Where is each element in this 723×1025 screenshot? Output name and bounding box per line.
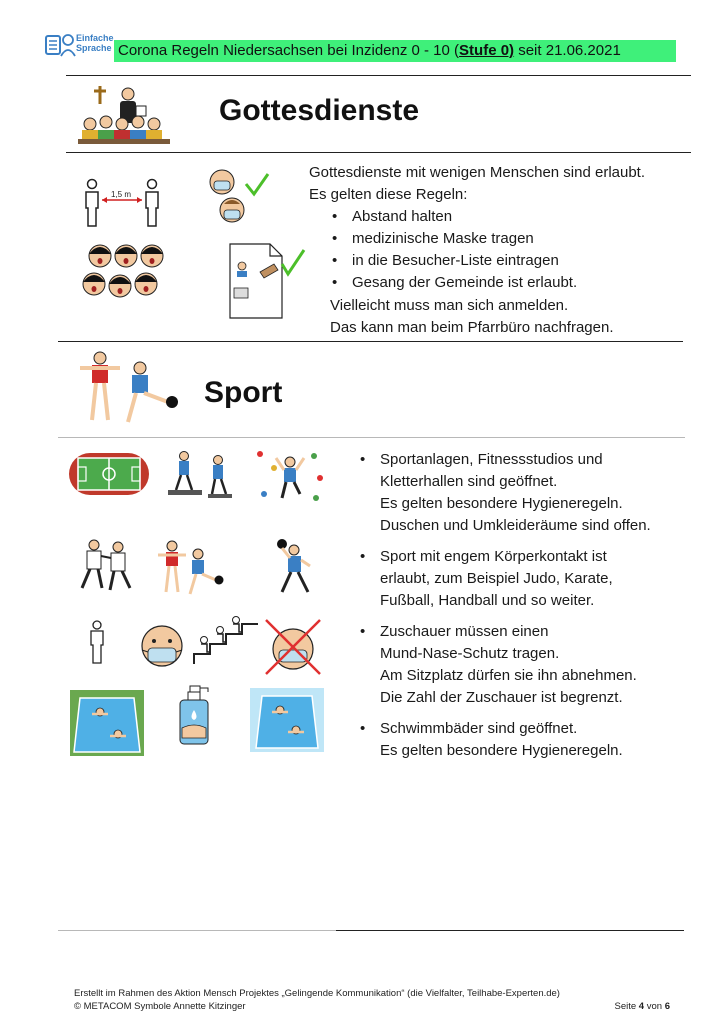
divider	[58, 437, 685, 438]
judo-icon	[76, 538, 136, 594]
title-suffix: seit 21.06.2021	[514, 42, 621, 59]
visitor-list-icon	[224, 242, 310, 320]
distance-label: 1,5 m	[111, 190, 132, 199]
climbing-hall-icon	[254, 448, 326, 504]
page-number	[560, 1000, 670, 1013]
list-item: • Sport mit engem Körperkontakt ist erlaubt, zum Beispiel Judo, Karate, Fußball, Handball und so weiter.	[356, 546, 706, 612]
handball-icon	[268, 536, 320, 598]
divider	[336, 930, 684, 931]
list-item: • Schwimmbäder sind geöffnet. Es gelten besondere Hygieneregeln.	[356, 718, 706, 762]
list-item: • Sportanlagen, Fitnessstudios und Kletterhallen sind geöffnet. Es gelten besondere Hygieneregeln. Duschen und Umkleideräume sind offen.	[356, 449, 706, 537]
page-current: 4	[638, 1001, 645, 1012]
section-heading-sport: Sport	[204, 376, 283, 409]
logo-line-1: Einfache	[76, 33, 114, 43]
divider	[66, 152, 691, 153]
page-mid: von	[644, 1001, 665, 1012]
sport-heading-icon	[78, 350, 180, 428]
section-heading-gottesdienste: Gottesdienste	[219, 94, 420, 127]
logo-text	[76, 33, 114, 53]
football-icon	[156, 540, 224, 596]
title-stage: Stufe 0)	[459, 42, 515, 59]
gottesdienste-text	[309, 162, 709, 206]
hand-sanitizer-icon	[176, 684, 212, 750]
logo-line-2: Sprache	[76, 43, 112, 53]
church-service-icon	[76, 84, 174, 146]
gottesdienste-outro-1: Vielleicht muss man sich anmelden.	[330, 297, 569, 314]
spectator-seats-icon	[192, 610, 260, 666]
list-item: • in die Besucher-Liste eintragen	[328, 250, 708, 272]
list-item: • Zuschauer müssen einen Mund-Nase-Schutz tragen. Am Sitzplatz dürfen sie ihn abnehmen. Die Zahl der Zuschauer ist begrenzt.	[356, 621, 706, 709]
footer-project-line: Erstellt im Rahmen des Aktion Mensch Projektes „Gelingende Kommunikation“ (die Vielfalter, Teilhabe-Experten.de)	[74, 988, 560, 999]
mask-icon	[206, 166, 272, 228]
page-prefix: Seite	[614, 1001, 639, 1012]
divider	[58, 930, 336, 931]
title-prefix: Corona Regeln Niedersachsen bei Inzidenz 0 - 10 (	[118, 42, 460, 59]
face-mask-icon	[136, 624, 192, 670]
gottesdienste-outro-2: Das kann man beim Pfarrbüro nachfragen.	[330, 319, 614, 336]
gottesdienste-outro	[330, 295, 710, 339]
spectator-person-icon	[82, 620, 112, 666]
sports-field-icon	[68, 452, 150, 496]
page-total: 6	[664, 1001, 670, 1012]
list-item: • Abstand halten	[328, 206, 708, 228]
page-title	[118, 42, 621, 60]
divider	[58, 341, 683, 342]
sport-rules-list	[356, 449, 706, 771]
list-item: • medizinische Maske tragen	[328, 228, 708, 250]
list-item: • Gesang der Gemeinde ist erlaubt.	[328, 272, 708, 294]
singing-group-icon	[80, 242, 172, 308]
no-mask-removal-icon	[262, 616, 324, 678]
gottesdienste-intro-2: Es gelten diese Regeln:	[309, 186, 468, 203]
gottesdienste-rules-list	[328, 206, 708, 294]
distance-icon	[82, 178, 170, 230]
divider	[66, 75, 691, 76]
footer-copyright-line: © METACOM Symbole Annette Kitzinger	[74, 1001, 246, 1012]
swimming-pool-icon	[250, 688, 324, 752]
gottesdienste-intro-1: Gottesdienste mit wenigen Menschen sind erlaubt.	[309, 164, 646, 181]
swimming-pool-icon	[70, 690, 144, 756]
fitness-studio-icon	[166, 450, 236, 502]
